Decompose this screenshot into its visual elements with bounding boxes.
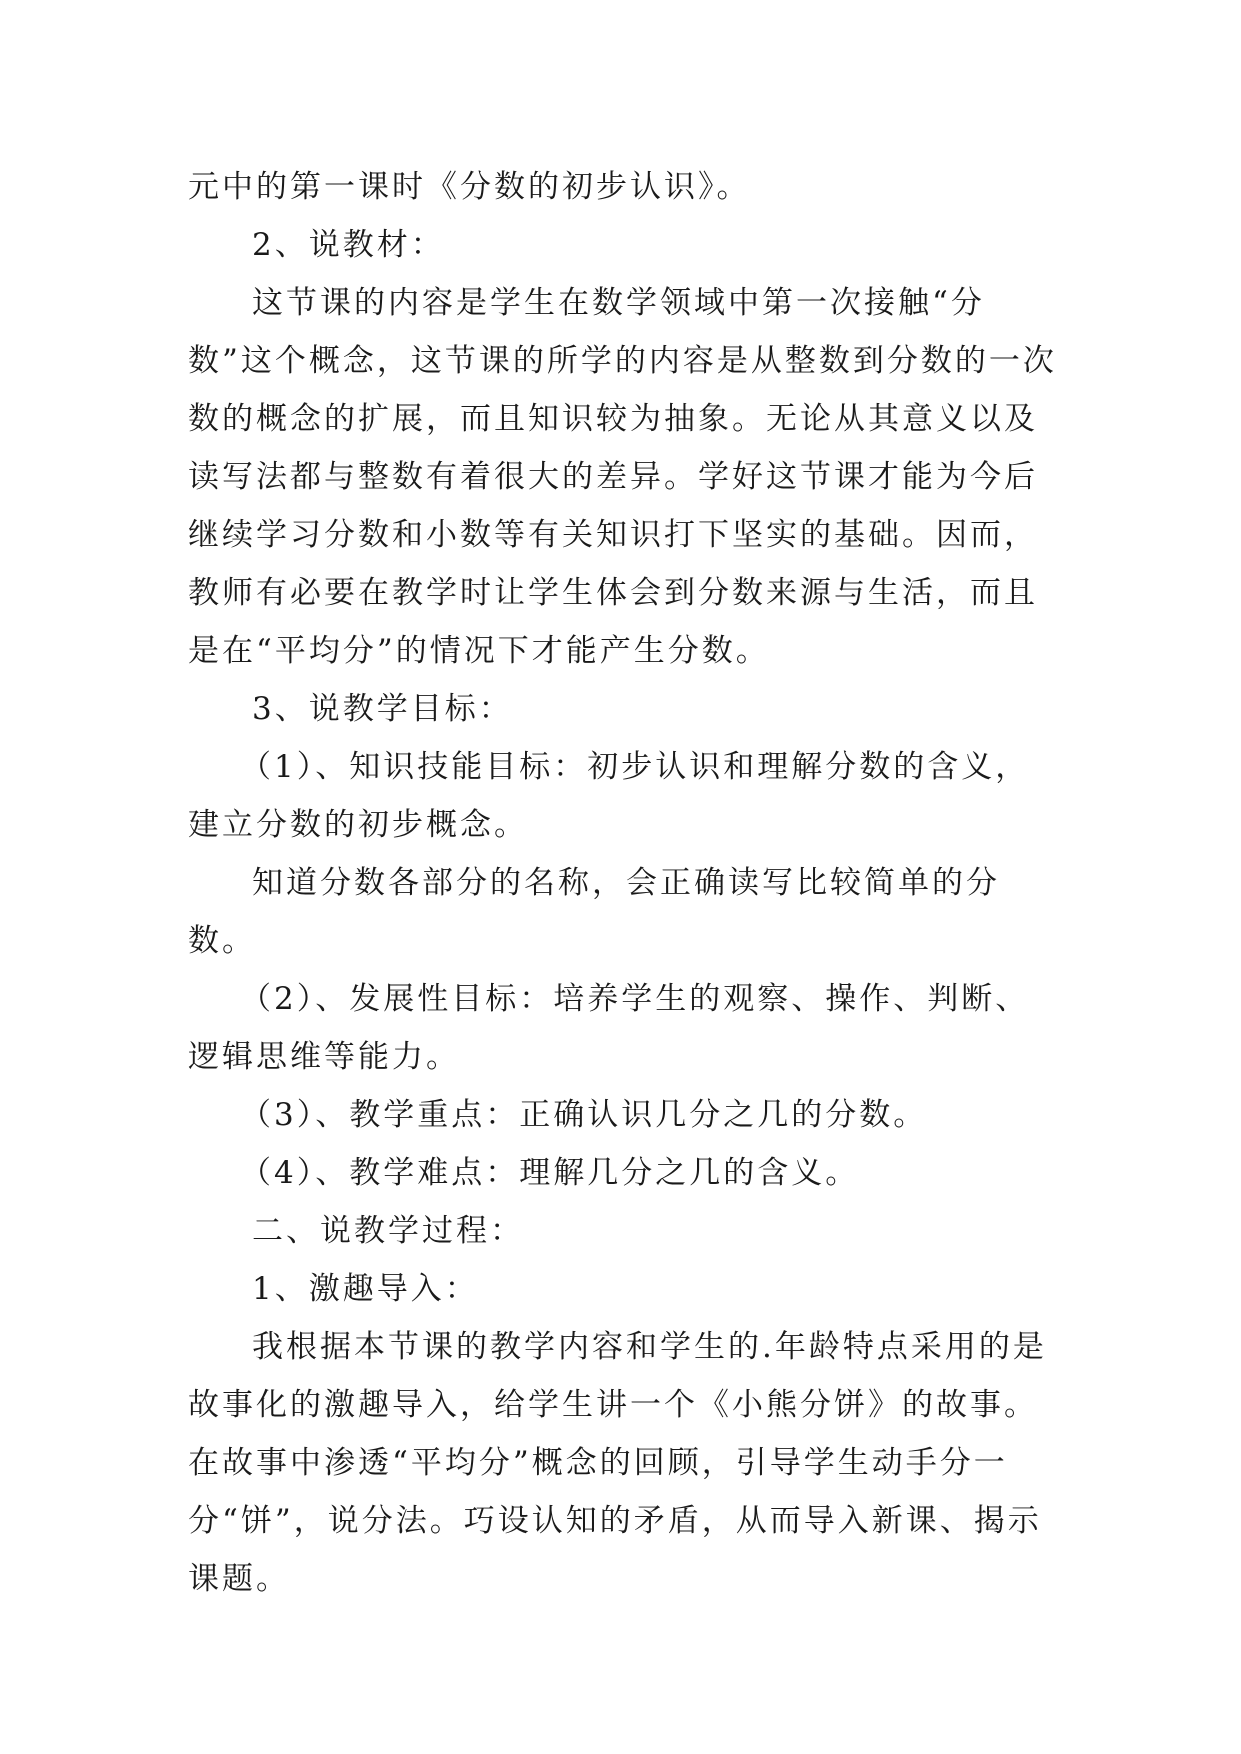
paragraph-continuation: 元中的第一课时《分数的初步认识》。: [188, 169, 751, 205]
heading-teaching-process: 二、说教学过程：: [252, 1213, 524, 1249]
heading-teaching-goals: 3、说教学目标：: [252, 691, 513, 727]
teaching-key-point: （3）、教学重点：正确认识几分之几的分数。: [240, 1097, 928, 1133]
teaching-difficulty: （4）、教学难点：理解几分之几的含义。: [240, 1155, 860, 1191]
goal-knowledge-skills: （1）、知识技能目标：初步认识和理解分数的含义，建立分数的初步概念。: [188, 749, 1030, 843]
goal-developmental: （2）、发展性目标：培养学生的观察、操作、判断、逻辑思维等能力。: [188, 981, 1030, 1075]
document-body: [188, 158, 1058, 1608]
heading-introduction: 1、激趣导入：: [252, 1271, 479, 1307]
goal-knowledge-detail: 知道分数各部分的名称，会正确读写比较简单的分数。: [188, 865, 1000, 959]
paragraph-introduction: 我根据本节课的教学内容和学生的.年龄特点采用的是故事化的激趣导入，给学生讲一个《小熊分饼》的故事。在故事中渗透“平均分”概念的回顾，引导学生动手分一分“饼”，说分法。巧设认知的矛盾，从而导入新课、揭示课题。: [188, 1329, 1047, 1597]
paragraph-teaching-material: 这节课的内容是学生在数学领域中第一次接触“分数”这个概念，这节课的所学的内容是从整数到分数的一次数的概念的扩展，而且知识较为抽象。无论从其意义以及读写法都与整数有着很大的差异。学好这节课才能为今后继续学习分数和小数等有关知识打下坚实的基础。因而，教师有必要在教学时让学生体会到分数来源与生活，而且是在“平均分”的情况下才能产生分数。: [188, 285, 1057, 669]
heading-teaching-material: 2、说教材：: [252, 227, 445, 263]
